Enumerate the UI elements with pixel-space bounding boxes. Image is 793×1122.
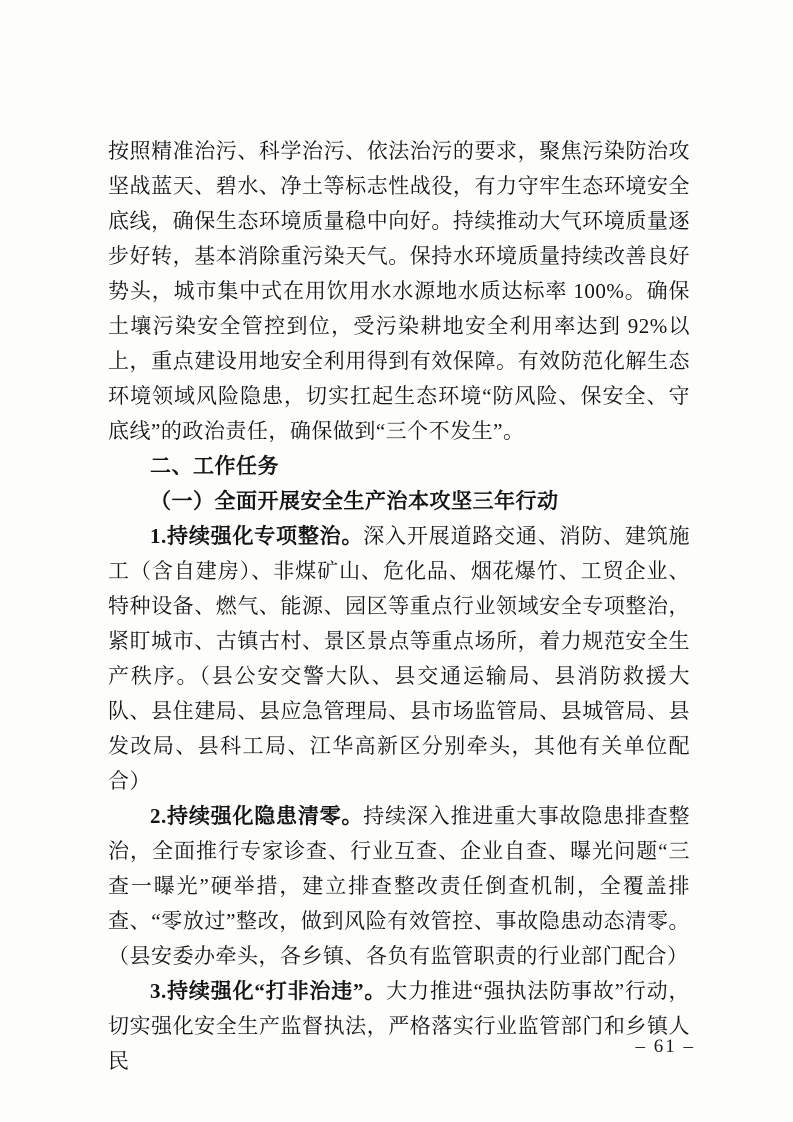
paragraph-1-text: 深入开展道路交通、消防、建筑施工（含自建房）、非煤矿山、危化品、烟花爆竹、工贸企业、特种设备、燃气、能源、园区等重点行业领域安全专项整治，紧盯城市、古镇古村、景区景点等重点场所，着力规范安全生产秩序。（县公安交警大队、县交通运输局、县消防救援大队、县住建局、县应急管理局、县市场监管局、县城管局、县发改局、县科工局、江华高新区分别牵头，其他有关单位配合） <box>108 524 691 793</box>
subsection-heading-three-year-action: （一）全面开展安全生产治本攻坚三年行动 <box>150 489 559 513</box>
paragraph-numbered-1 <box>108 519 690 799</box>
paragraph-3-text: 大力推进“强执法防事故”行动，切实强化安全生产监督执法，严格落实行业监管部门和乡镇人民 <box>108 979 691 1073</box>
section-heading-work-tasks: 二、工作任务 <box>150 455 279 478</box>
paragraph-numbered-3 <box>108 974 690 1079</box>
paragraph-2-lead: 2.持续强化隐患清零。 <box>150 804 364 828</box>
paragraph-3-lead: 3.持续强化“打非治违”。 <box>150 979 387 1003</box>
paragraph-numbered-2 <box>108 799 690 974</box>
paragraph-2-text: 持续深入推进重大事故隐患排查整治，全面推行专家诊查、行业互查、企业自查、曝光问题“三查一曝光”硬举措，建立排查整改责任倒查机制，全覆盖排查、“零放过”整改，做到风险有效管控、事故隐患动态清零。（县安委办牵头，各乡镇、各负有监管职责的行业部门配合） <box>108 804 691 968</box>
paragraph-1-lead: 1.持续强化专项整治。 <box>150 524 364 548</box>
paragraph-body-continuation: 按照精准治污、科学治污、依法治污的要求，聚焦污染防治攻坚战蓝天、碧水、净土等标志性战役，有力守牢生态环境安全底线，确保生态环境质量稳中向好。持续推动大气环境质量逐步好转，基本消除重污染天气。保持水环境质量持续改善良好势头，城市集中式在用饮用水水源地水质达标率 100%。确保土壤污染安全管控到位，受污染耕地安全利用率达到 92%以上，重点建设用地安全利用得到有效保障。有效防范化解生态环境领域风险隐患，切实扛起生态环境“防风险、保安全、守底线”的政治责任，确保做到“三个不发生”。 <box>108 139 690 443</box>
page-number: – 61 – <box>635 1036 695 1057</box>
document-body <box>108 134 690 1079</box>
